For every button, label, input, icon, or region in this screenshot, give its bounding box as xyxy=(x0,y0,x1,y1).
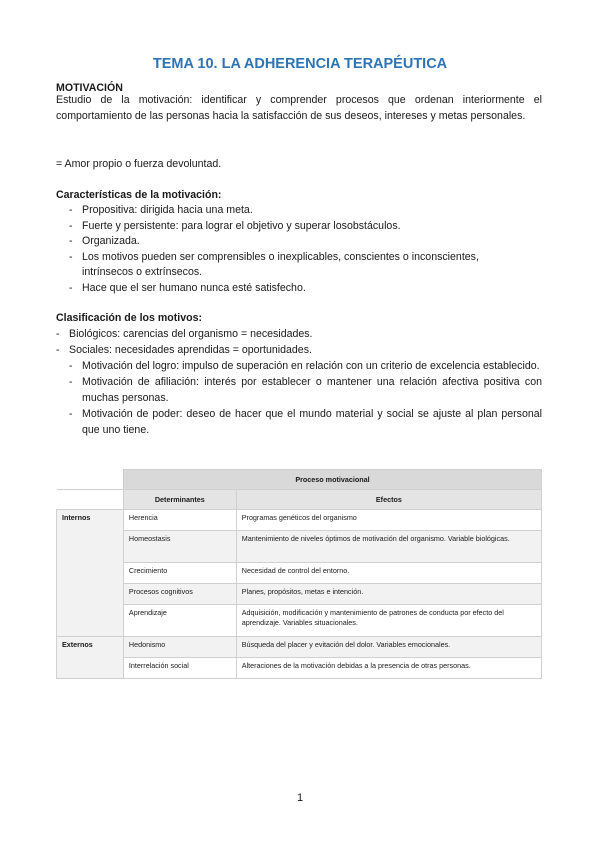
table-cell: Crecimiento xyxy=(123,563,236,584)
table-cell: Procesos cognitivos xyxy=(123,584,236,605)
list-item: - Hace que el ser humano nunca esté satisfecho. xyxy=(69,281,306,294)
table-title: Proceso motivacional xyxy=(123,470,541,490)
motivacion-equation: = Amor propio o fuerza devoluntad. xyxy=(56,158,222,170)
list-item: - Motivación de poder: deseo de hacer que el mundo material y social se ajuste al plan personal que uno tiene. xyxy=(69,408,542,436)
table-cell: Programas genéticos del organismo xyxy=(236,510,541,531)
list-item: - Fuerte y persistente: para lograr el objetivo y superar losobstáculos. xyxy=(69,219,401,232)
table-cell: Homeostasis xyxy=(123,531,236,563)
section-heading-motivacion: MOTIVACIÓN xyxy=(56,82,123,94)
list-item: - Organizada. xyxy=(69,235,140,247)
table-cell: Mantenimiento de niveles óptimos de motivación del organismo. Variable biológicas. xyxy=(236,531,541,563)
table-row xyxy=(57,584,542,605)
group-label-externos: Externos xyxy=(57,637,124,679)
table-row xyxy=(57,605,542,637)
column-header-efectos: Efectos xyxy=(236,490,541,510)
table-row xyxy=(57,637,542,658)
list-item: - Propositiva: dirigida hacia una meta. xyxy=(69,204,253,216)
table-row xyxy=(57,563,542,584)
table-cell: Herencia xyxy=(123,510,236,531)
table-row xyxy=(57,658,542,679)
column-header-determinantes: Determinantes xyxy=(123,490,236,510)
table-cell: Hedonismo xyxy=(123,637,236,658)
proceso-motivacional-table xyxy=(56,469,542,679)
table-row xyxy=(57,531,542,563)
clasificacion-list xyxy=(56,326,542,358)
list-item: - Motivación de afiliación: interés por establecer o mantener una relación afectiva positiva con muchas personas. xyxy=(69,376,542,404)
table-cell: Aprendizaje xyxy=(123,605,236,637)
caracteristicas-list xyxy=(69,203,509,296)
list-item: - Biológicos: carencias del organismo = necesidades. xyxy=(56,328,313,340)
table-cell: Alteraciones de la motivación debidas a la presencia de otras personas. xyxy=(236,658,541,679)
section-heading-caracteristicas: Características de la motivación: xyxy=(56,189,222,201)
motivacion-definition: Estudio de la motivación: identificar y comprender procesos que ordenan interiormente el comportamiento de las personas hacia la satisfacción de sus deseos, intereses y metas personales. xyxy=(56,94,542,122)
group-label-internos: Internos xyxy=(57,510,124,637)
list-item: - Sociales: necesidades aprendidas = oportunidades. xyxy=(56,344,312,356)
page-number: 1 xyxy=(296,792,304,804)
table-cell: Búsqueda del placer y evitación del dolor. Variables emocionales. xyxy=(236,637,541,658)
table-cell: Interrelación social xyxy=(123,658,236,679)
section-heading-clasificacion: Clasificación de los motivos: xyxy=(56,312,202,324)
table-cell: Adquisición, modificación y mantenimiento de patrones de conducta por efecto del aprendizaje. Variables situacionales. xyxy=(236,605,541,637)
list-item: - Motivación del logro: impulso de superación en relación con un criterio de excelencia establecido. xyxy=(69,360,540,372)
list-item: - Los motivos pueden ser comprensibles o inexplicables, conscientes o inconscientes, intrínsecos o extrínsecos. xyxy=(69,250,479,278)
clasificacion-sublist xyxy=(69,358,542,438)
table-row xyxy=(57,510,542,531)
table-cell: Planes, propósitos, metas e intención. xyxy=(236,584,541,605)
page-title: TEMA 10. LA ADHERENCIA TERAPÉUTICA xyxy=(152,56,448,72)
table-cell: Necesidad de control del entorno. xyxy=(236,563,541,584)
